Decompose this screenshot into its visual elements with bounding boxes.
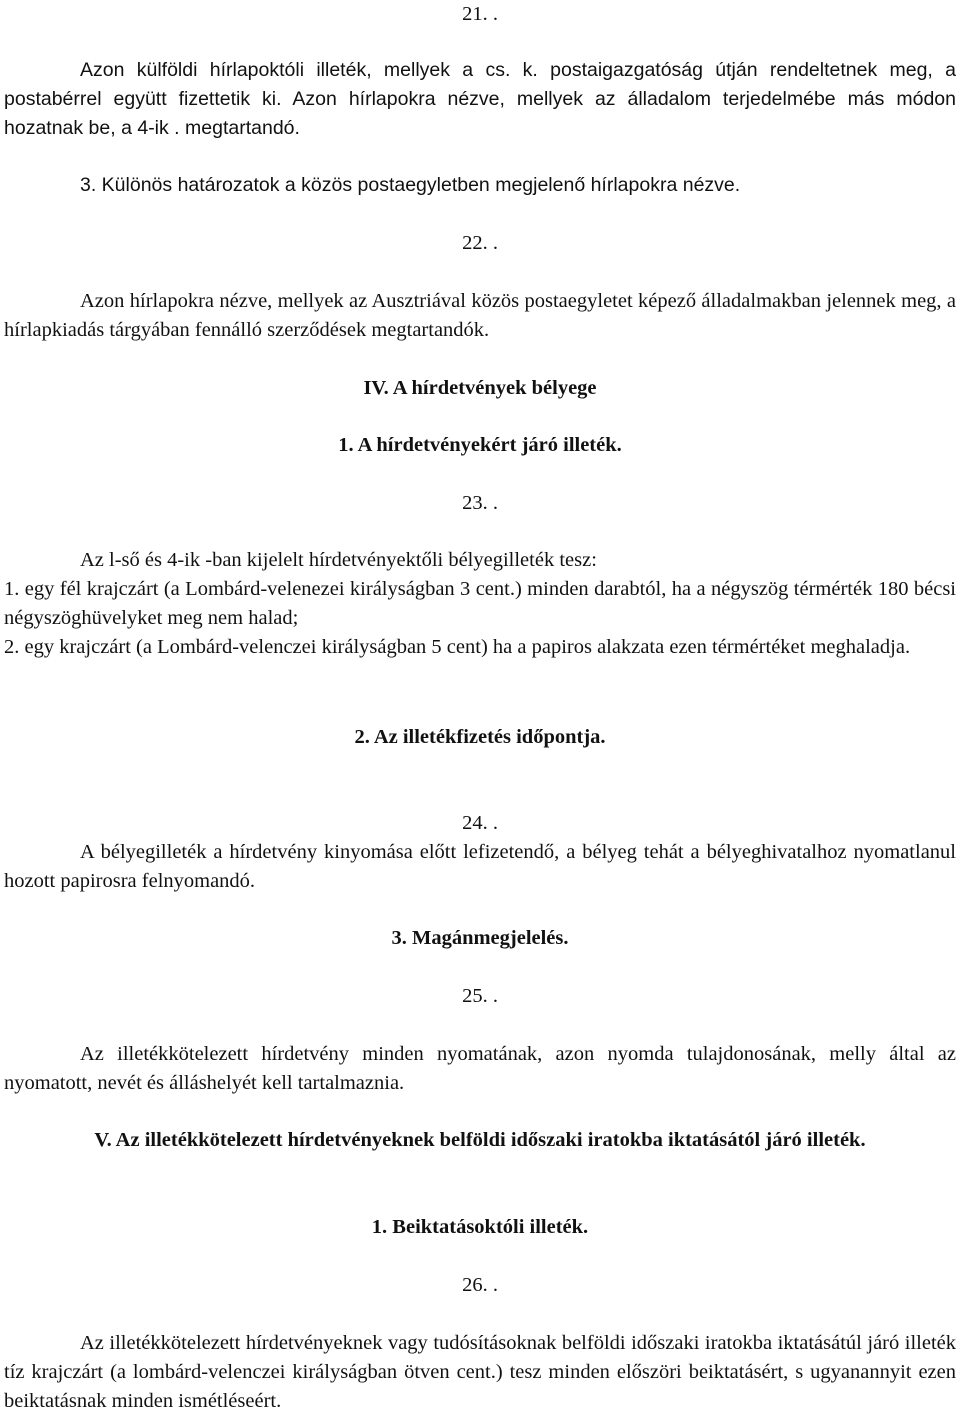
section-23-heading: 23. . bbox=[462, 492, 498, 514]
section-23-item-2: 2. egy krajczárt (a Lombárd-velenczei királyságban 5 cent) ha a papiros alakzata ezen térmértéket meghaladja. bbox=[4, 636, 911, 658]
section-23-intro: Az l-ső és 4-ik -ban kijelelt hírdetvényektőli bélyegilleték tesz: bbox=[80, 549, 597, 571]
section-21-heading: 21. . bbox=[462, 3, 498, 25]
subsection-3-title: 3. Különös határozatok a közös postaegyletben megjelenő hírlapokra nézve. bbox=[80, 174, 741, 196]
chapter-iv-subsection-2-title: 2. Az illetékfizetés időpontja. bbox=[354, 726, 606, 748]
section-21-paragraph: Azon külföldi hírlapoktóli illeték, mellyek a cs. k. postaigazgatóság útján rendeltetnek meg, a postabérrel együtt fizettetik ki. Azon hírlapokra nézve, mellyek az álladalom terjedelmébe más módon hozatnak be, a 4-ik . megtartandó. bbox=[4, 59, 956, 139]
chapter-iv-subsection-3-title: 3. Magánmegjelelés. bbox=[391, 927, 569, 949]
section-26-paragraph: Az illetékkötelezett hírdetvényeknek vagy tudósításoknak belföldi időszaki iratokba iktatásátúl járó illeték tíz krajczárt (a lombárd-velenczei királyságban ötven cent.) tesz minden előszöri beiktatásért, s ugyanannyit ezen beiktatásnak minden ismétléseért. bbox=[4, 1332, 956, 1412]
chapter-iv-subsection-1-title: 1. A hírdetvényekért járó illeték. bbox=[338, 434, 622, 456]
section-23-item-1: 1. egy fél krajczárt (a Lombárd-velenezei királyságban 3 cent.) minden darabtól, ha a négyszög térmérték 180 bécsi négyszöghüvelyket meg nem halad; bbox=[4, 578, 956, 629]
section-25-paragraph: Az illetékkötelezett hírdetvény minden nyomatának, azon nyomda tulajdonosának, melly által az nyomatott, nevét és álláshelyét kell tartalmaznia. bbox=[4, 1043, 956, 1094]
section-25-heading: 25. . bbox=[462, 985, 498, 1007]
chapter-v-title: V. Az illetékkötelezett hírdetvényeknek belföldi időszaki iratokba iktatásától járó illeték. bbox=[94, 1129, 866, 1151]
section-22-heading: 22. . bbox=[462, 232, 498, 254]
section-24-paragraph: A bélyegilleték a hírdetvény kinyomása előtt lefizetendő, a bélyeg tehát a bélyeghivatalhoz nyomatlanul hozott papirosra felnyomandó. bbox=[4, 841, 956, 892]
section-22-paragraph: Azon hírlapokra nézve, mellyek az Ausztriával közös postaegyletet képező álladalmakban jelennek meg, a hírlapkiadás tárgyában fennálló szerződések megtartandók. bbox=[4, 290, 956, 341]
section-26-heading: 26. . bbox=[462, 1274, 498, 1296]
chapter-iv-title: IV. A hírdetvények bélyege bbox=[363, 377, 597, 399]
section-24-heading: 24. . bbox=[462, 812, 498, 834]
chapter-v-subsection-1-title: 1. Beiktatásoktóli illeték. bbox=[371, 1216, 589, 1238]
